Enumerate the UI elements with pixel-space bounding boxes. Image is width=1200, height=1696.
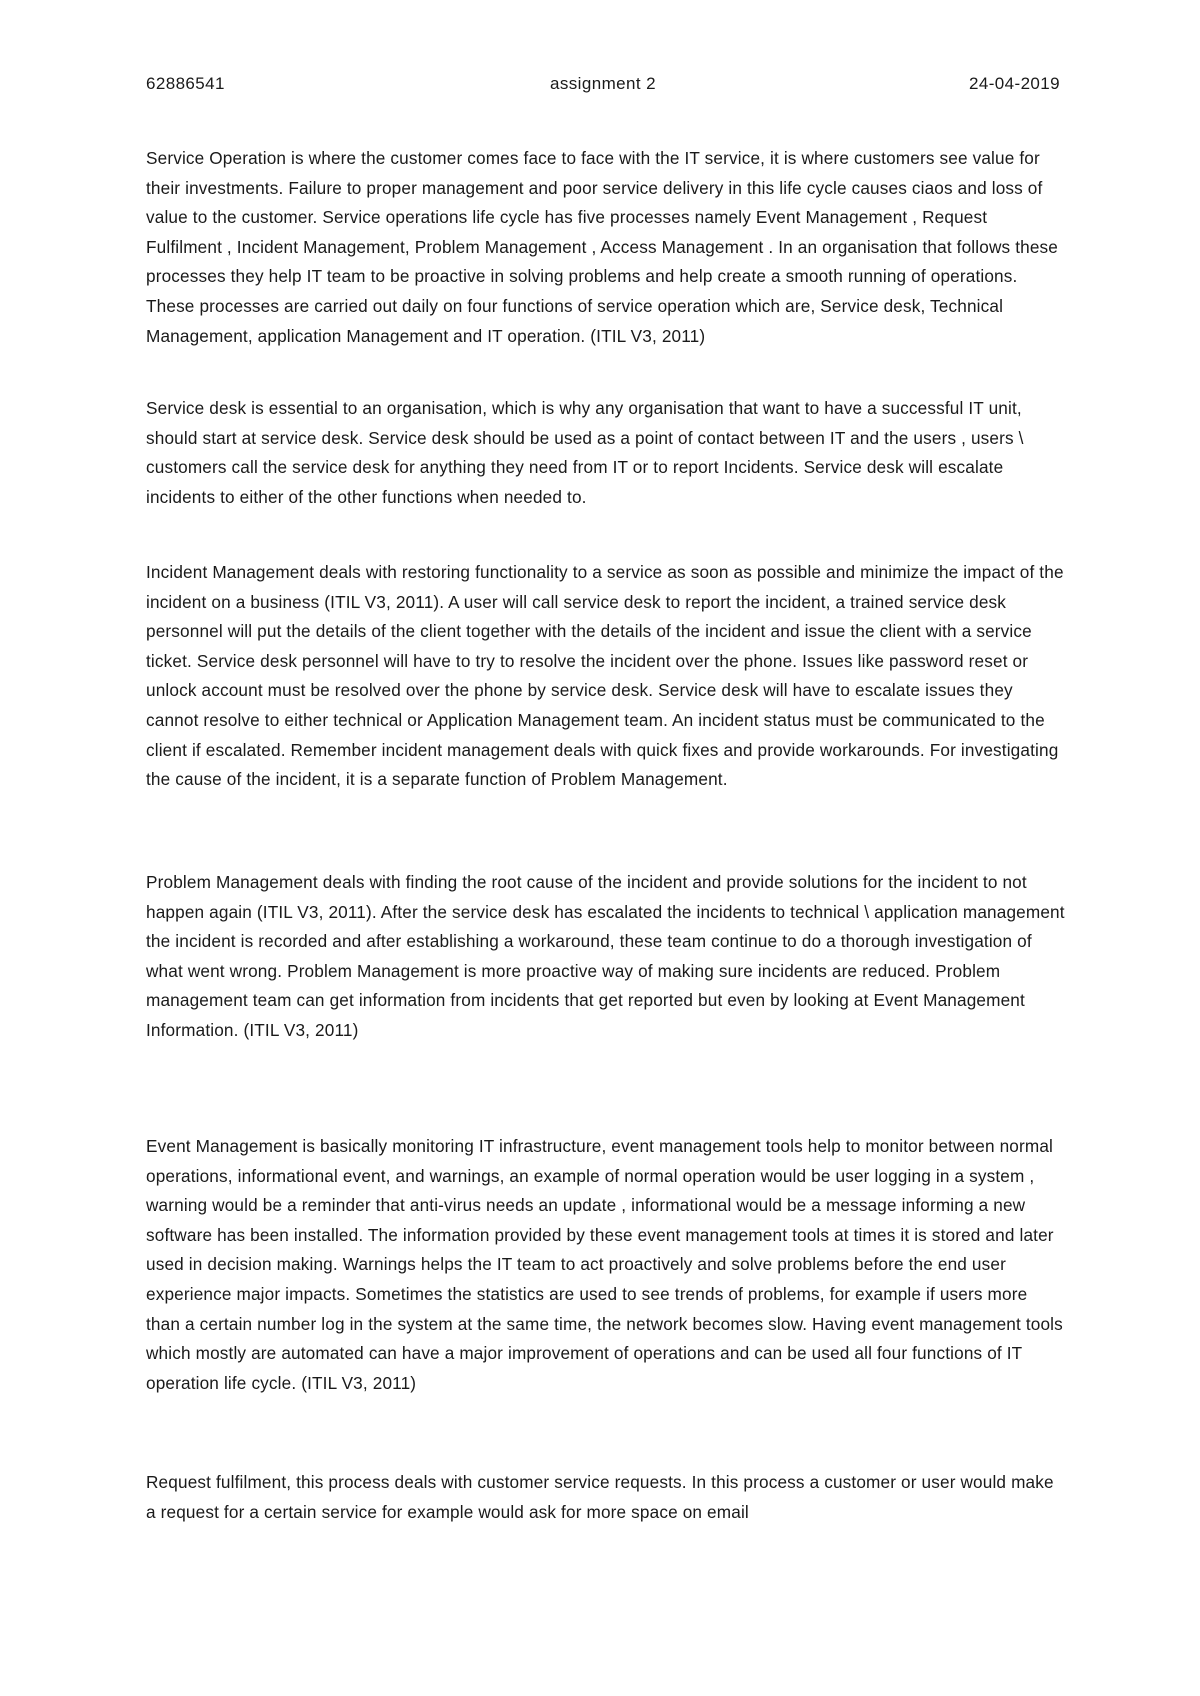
- paragraph-problem-management: Problem Management deals with finding the root cause of the incident and provide solutions for the incident to not happen again (ITIL V3, 2011). After the service desk has escalated the incidents to technical \ application management the incident is recorded and after establishing a workaround, these team continue to do a thorough investigation of what went wrong. Problem Management is more proactive way of making sure incidents are reduced. Problem management team can get information from incidents that get reported but even by looking at Event Management Information. (ITIL V3, 2011): [146, 872, 1065, 1040]
- paragraph-event-management: Event Management is basically monitoring IT infrastructure, event management tools help to monitor between normal operations, informational event, and warnings, an example of normal operation would be user logging in a system , warning would be a reminder that anti-virus needs an update , informational would be a message informing a new software has been installed. The information provided by these event management tools at times it is stored and later used in decision making. Warnings helps the IT team to act proactively and solve problems before the end user experience major impacts. Sometimes the statistics are used to see trends of problems, for example if users more than a certain number log in the system at the same time, the network becomes slow. Having event management tools which mostly are automated can have a major improvement of operations and can be used all four functions of IT operation life cycle. (ITIL V3, 2011): [146, 1136, 1063, 1393]
- paragraph-request-fulfilment: Request fulfilment, this process deals with customer service requests. In this process a customer or user would make a request for a certain service for example would ask for more space on email: [146, 1472, 1054, 1522]
- page-header: [146, 74, 1060, 100]
- student-number: 62886541: [146, 74, 225, 93]
- header-date: 24-04-2019: [969, 74, 1060, 93]
- paragraph-service-desk: Service desk is essential to an organisation, which is why any organisation that want to have a successful IT unit, should start at service desk. Service desk should be used as a point of contact between IT and the users , users \ customers call the service desk for anything they need from IT or to report Incidents. Service desk will escalate incidents to either of the other functions when needed to.: [146, 398, 1024, 507]
- header-title: assignment 2: [550, 74, 656, 93]
- paragraph-incident-management: Incident Management deals with restoring functionality to a service as soon as possible and minimize the impact of the incident on a business (ITIL V3, 2011). A user will call service desk to report the incident, a trained service desk personnel will put the details of the client together with the details of the incident and issue the client with a service ticket. Service desk personnel will have to try to resolve the incident over the phone. Issues like password reset or unlock account must be resolved over the phone by service desk. Service desk will have to escalate issues they cannot resolve to either technical or Application Management team. An incident status must be communicated to the client if escalated. Remember incident management deals with quick fixes and provide workarounds. For investigating the cause of the incident, it is a separate function of Problem Management.: [146, 562, 1064, 790]
- paragraph-service-operation: Service Operation is where the customer comes face to face with the IT service, it is where customers see value for their investments. Failure to proper management and poor service delivery in this life cycle causes ciaos and loss of value to the customer. Service operations life cycle has five processes namely Event Management , Request Fulfilment , Incident Management, Problem Management , Access Management . In an organisation that follows these processes they help IT team to be proactive in solving problems and help create a smooth running of operations. These processes are carried out daily on four functions of service operation which are, Service desk, Technical Management, application Management and IT operation. (ITIL V3, 2011): [146, 148, 1058, 346]
